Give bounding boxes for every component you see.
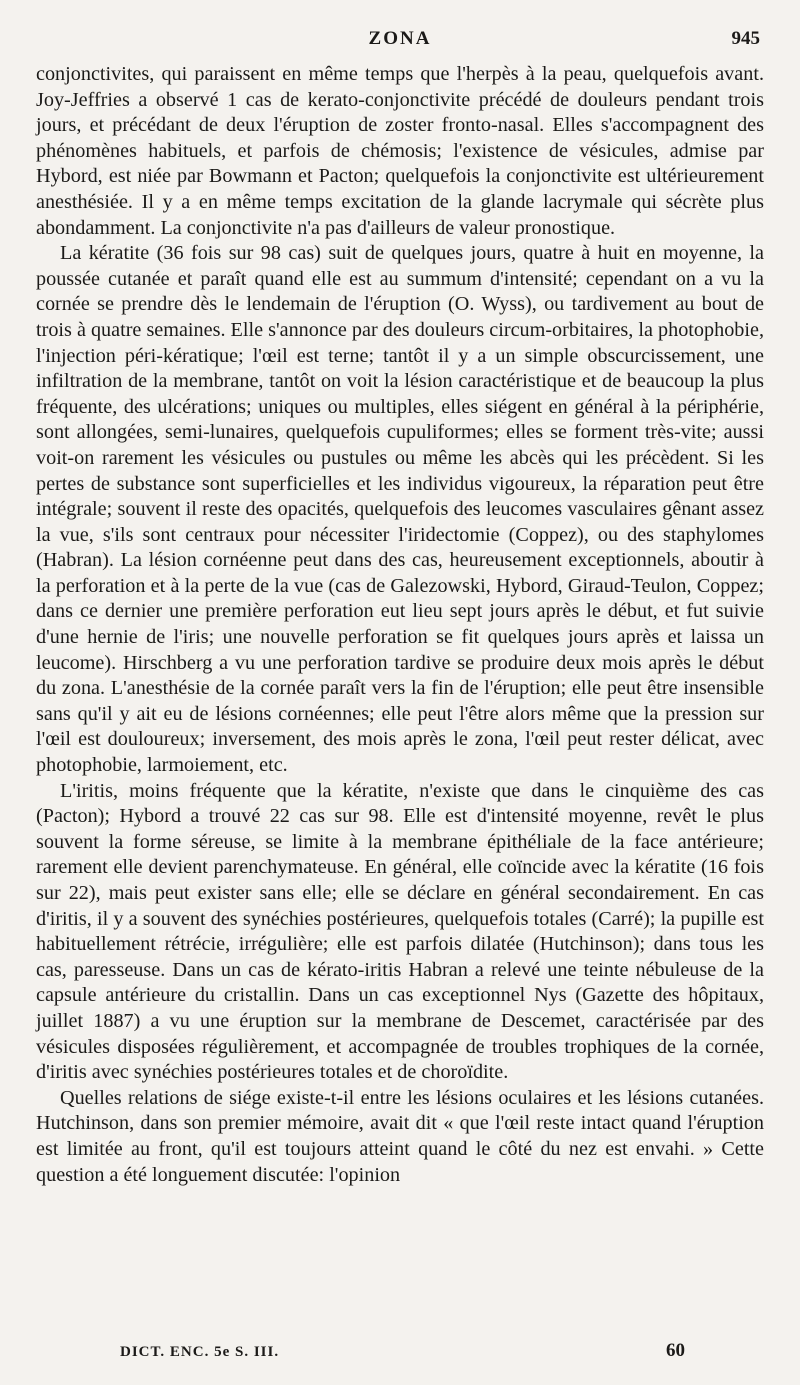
page-footer <box>36 1340 764 1370</box>
article-body <box>36 62 764 1188</box>
paragraph-conjonctivite: conjonctivites, qui paraissent en même temps que l'herpès à la peau, quelquefois avant. Joy-Jeffries a observé 1 cas de kerato-conjonctivite précédé de douleurs pendant trois jours, et précédant de deux l'éruption de zoster fronto-nasal. Elles s'accompagnent des phénomènes habituels, et parfois de chémosis; l'existence de vésicules, admise par Hybord, est niée par Bowmann et Pacton; quelquefois la conjonctivite est ultérieurement anesthésiée. Il y a en même temps excitation de la glande lacrymale qui sécrète plus abondamment. La conjonctivite n'a pas d'ailleurs de valeur pronostique. <box>36 63 764 239</box>
paragraph-keratite: La kératite (36 fois sur 98 cas) suit de quelques jours, quatre à huit en moyenne, la poussée cutanée et paraît quand elle est au summum d'intensité; cependant on a vu la cornée se prendre dès le lendemain de l'éruption (O. Wyss), ou tardivement au bout de trois à quatre semaines. Elle s'annonce par des douleurs circum-orbitaires, la photophobie, l'injection péri-kératique; l'œil est terne; tantôt il y a un simple obscurcissement, une infiltration de la membrane, tantôt on voit la lésion caractéristique et de beaucoup la plus fréquente, des ulcérations; uniques ou multiples, elles siégent en général à la périphérie, sont allongées, semi-lunaires, quelquefois cupuliformes; elles se forment très-vite; aussi voit-on rarement les vésicules ou pustules ou même les abcès qui les précèdent. Si les pertes de substance sont superficielles et les individus vigoureux, la réparation peut être intégrale; souvent il reste des opacités, quelquefois des leucomes vasculaires gênant assez la vue, s'ils sont centraux pour nécessiter l'iridectomie (Coppez), ou des staphylomes (Habran). La lésion cornéenne peut dans des cas, heureusement exceptionnels, aboutir à la perforation et à la perte de la vue (cas de Galezowski, Hybord, Giraud-Teulon, Coppez; dans ce dernier une première perforation eut lieu sept jours après le début, et fut suivie d'une hernie de l'iris; une nouvelle perforation se fit quelques jours après et laissa un leucome). Hirschberg a vu une perforation tardive se produire deux mois après le début du zona. L'anesthésie de la cornée paraît vers la fin de l'éruption; elle peut être insensible sans qu'il y ait eu de lésions cornéennes; elle peut l'être alors même que la pression sur l'œil est douloureux; inversement, des mois après le zona, l'œil peut rester délicat, avec photophobie, larmoiement, etc. <box>36 242 764 777</box>
running-head <box>36 22 764 62</box>
running-title: ZONA <box>368 28 432 49</box>
paragraph-relations: Quelles relations de siége existe-t-il entre les lésions oculaires et les lésions cutanées. Hutchinson, dans son premier mémoire, avait dit « que l'œil reste intact quand l'éruption est limitée au front, qu'il est toujours atteint quand le côté du nez est envahi. » Cette question a été longuement discutée: l'opinion <box>36 1086 764 1186</box>
page-number: 945 <box>731 28 760 49</box>
sheet-number: 60 <box>666 1340 685 1361</box>
paragraph-iritis: L'iritis, moins fréquente que la kératite, n'existe que dans le cinquième des cas (Pacton); Hybord a trouvé 22 cas sur 98. Elle est d'intensité moyenne, revêt le plus souvent la forme séreuse, se limite à la membrane épithéliale de la face antérieure; rarement elle devient parenchymateuse. En général, elle coïncide avec la kératite (16 fois sur 22), mais peut exister sans elle; elle se déclare en général secondairement. En cas d'iritis, il y a souvent des synéchies postérieures, quelquefois totales (Carré); la pupille est habituellement rétrécie, irrégulière; elle est parfois dilatée (Hutchinson); dans tous les cas, paresseuse. Dans un cas de kérato-iritis Habran a relevé une teinte nébuleuse de la capsule antérieure du cristallin. Dans un cas exceptionnel Nys (Gazette des hôpitaux, juillet 1887) a vu une éruption sur la membrane de Descemet, caractérisée par des vésicules disposées régulièrement, et accompagnée de troubles trophiques de la cornée, d'iritis avec synéchies postérieures totales et de choroïdite. <box>36 779 764 1084</box>
footer-signature: DICT. ENC. 5e S. III. <box>120 1344 280 1360</box>
